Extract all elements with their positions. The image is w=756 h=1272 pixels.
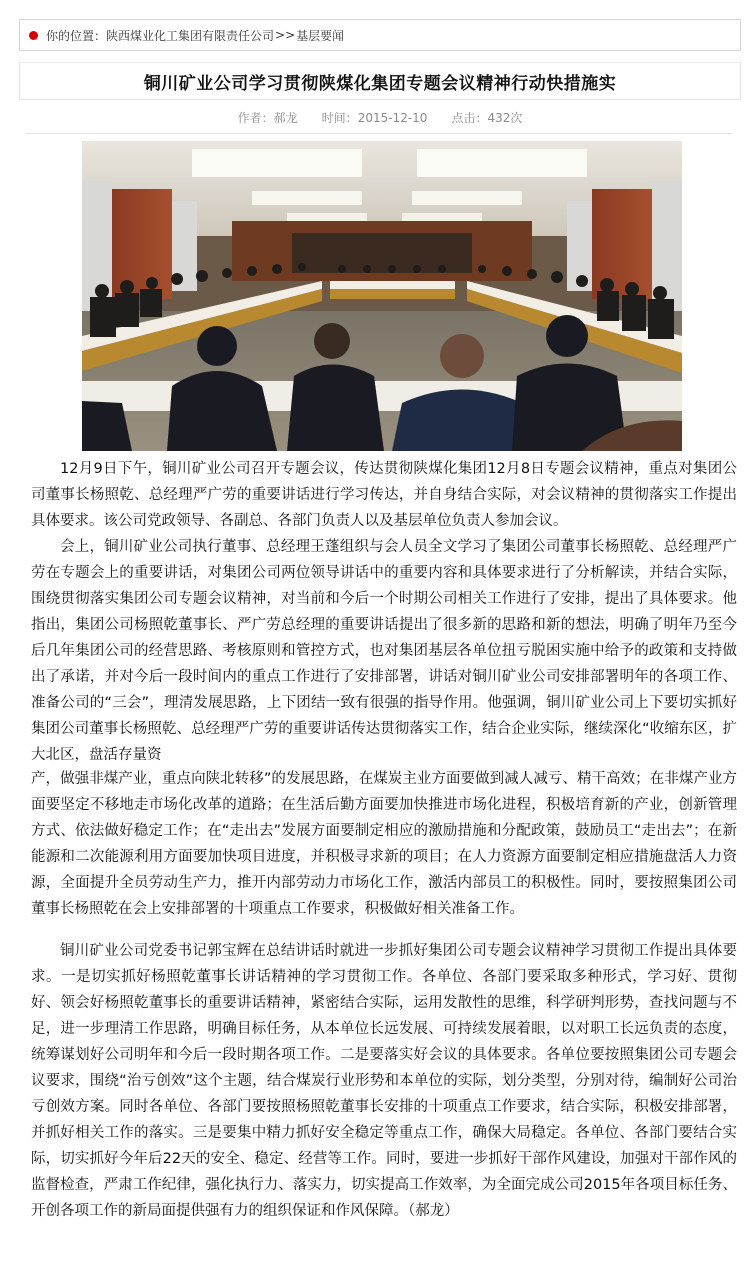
red-dot-icon [29, 31, 38, 40]
breadcrumb-label: 你的位置： [46, 28, 107, 43]
breadcrumb-company-link[interactable]: 陕西煤业化工集团有限责任公司 [106, 28, 275, 43]
meta-clicks [451, 109, 522, 126]
article-paragraph: 12月9日下午，铜川矿业公司召开专题会议，传达贯彻陕煤化集团12月8日专题会议精神，重点对集团公司董事长杨照乾、总经理严广劳的重要讲话进行学习传达，并自身结合实际，对会议精神的贯彻落实工作提出具体要求。该公司党政领导、各副总、各部门负责人以及基层单位负责人参加会议。 [31, 461, 737, 529]
breadcrumb-separator: >> [275, 28, 296, 42]
article-title: 铜川矿业公司学习贯彻陕煤化集团专题会议精神行动快措施实 [143, 73, 617, 94]
article-paragraph: 产，做强非煤产业，重点向陕北转移”的发展思路，在煤炭主业方面要做到减人减亏、精干高效；在非煤产业方面要坚定不移地走市场化改革的道路；在生活后勤方面要加快推进市场化进程，积极培育新的产业，创新管理方式、依法做好稳定工作；在“走出去”发展方面要制定相应的激励措施和分配政策，鼓励员工“走出去”；在新能源和二次能源利用方面要加快项目进度，并积极寻求新的项目；在人力资源方面要制定相应措施盘活人力资源，全面提升全员劳动生产力，推开内部劳动力市场化工作，激活内部员工的积极性。同时，要按照集团公司董事长杨照乾在会上安排部署的十项重点工作要求，积极做好相关准备工作。 [31, 771, 737, 917]
meta-time-label: 时间： [321, 110, 358, 125]
article-body-part2 [31, 766, 737, 922]
meta-author-value: 郝龙 [273, 110, 298, 125]
meta-clicks-value: 432次 [487, 110, 523, 125]
article-body-part1 [31, 456, 737, 768]
meta-time-value: 2015-12-10 [357, 110, 428, 125]
breadcrumb-section-link[interactable]: 基层要闻 [296, 28, 345, 43]
meta-clicks-label: 点击： [451, 110, 488, 125]
meeting-photo [82, 141, 682, 451]
meta-divider [26, 133, 732, 134]
breadcrumb [19, 19, 741, 51]
article-meta [19, 104, 741, 130]
article-body-part3 [31, 938, 737, 1224]
meta-time [322, 109, 428, 126]
meta-author-label: 作者： [237, 110, 274, 125]
article-paragraph: 铜川矿业公司党委书记郭宝辉在总结讲话时就进一步抓好集团公司专题会议精神学习贯彻工作提出具体要求。一是切实抓好杨照乾董事长讲话精神的学习贯彻工作。各单位、各部门要采取多种形式，学习好、贯彻好、领会好杨照乾董事长的重要讲话精神，紧密结合实际，运用发散性的思维，科学研判形势，查找问题与不足，进一步理清工作思路，明确目标任务，从本单位长远发展、可持续发展着眼，以对职工长远负责的态度，统筹谋划好公司明年和今后一段时期各项工作。二是要落实好会议的具体要求。各单位要按照集团公司专题会议要求，围绕“治亏创效”这个主题，结合煤炭行业形势和本单位的实际，划分类型，分别对待，编制好公司治亏创效方案。同时各单位、各部门要按照杨照乾董事长安排的十项重点工作要求，结合实际，积极安排部署，并抓好相关工作的落实。三是要集中精力抓好安全稳定等重点工作，确保大局稳定。各单位、各部门要结合实际，切实抓好今年后22天的安全、稳定、经营等工作。同时，要进一步抓好干部作风建设，加强对干部作风的监督检查，严肃工作纪律，强化执行力、落实力，切实提高工作效率，为全面完成公司2015年各项目标任务、开创各项工作的新局面提供强有力的组织保证和作风保障。（郝龙） [31, 943, 737, 1219]
article-paragraph: 会上，铜川矿业公司执行董事、总经理王蓬组织与会人员全文学习了集团公司董事长杨照乾、总经理严广劳在专题会上的重要讲话，对集团公司两位领导讲话中的重要内容和具体要求进行了分析解读，并结合实际，围绕贯彻落实集团公司专题会议精神，对当前和今后一个时期公司相关工作进行了安排，提出了具体要求。他指出，集团公司杨照乾董事长、严广劳总经理的重要讲话提出了很多新的思路和新的想法，明确了明年乃至今后几年集团公司的经营思路、考核原则和管控方式，也对集团基层各单位扭亏脱困实施中给予的政策和支持做出了承诺，并对今后一段时间内的重点工作进行了安排部署，讲话对铜川矿业公司安排部署明年的各项工作、准备公司的“三会”，理清发展思路，上下团结一致有很强的指导作用。他强调，铜川矿业公司上下要切实抓好集团公司董事长杨照乾、总经理严广劳的重要讲话传达贯彻落实工作，结合企业实际，继续深化“收缩东区，扩大北区，盘活存量资 [31, 539, 737, 763]
meta-author [238, 109, 298, 126]
article-title-box [19, 62, 741, 100]
